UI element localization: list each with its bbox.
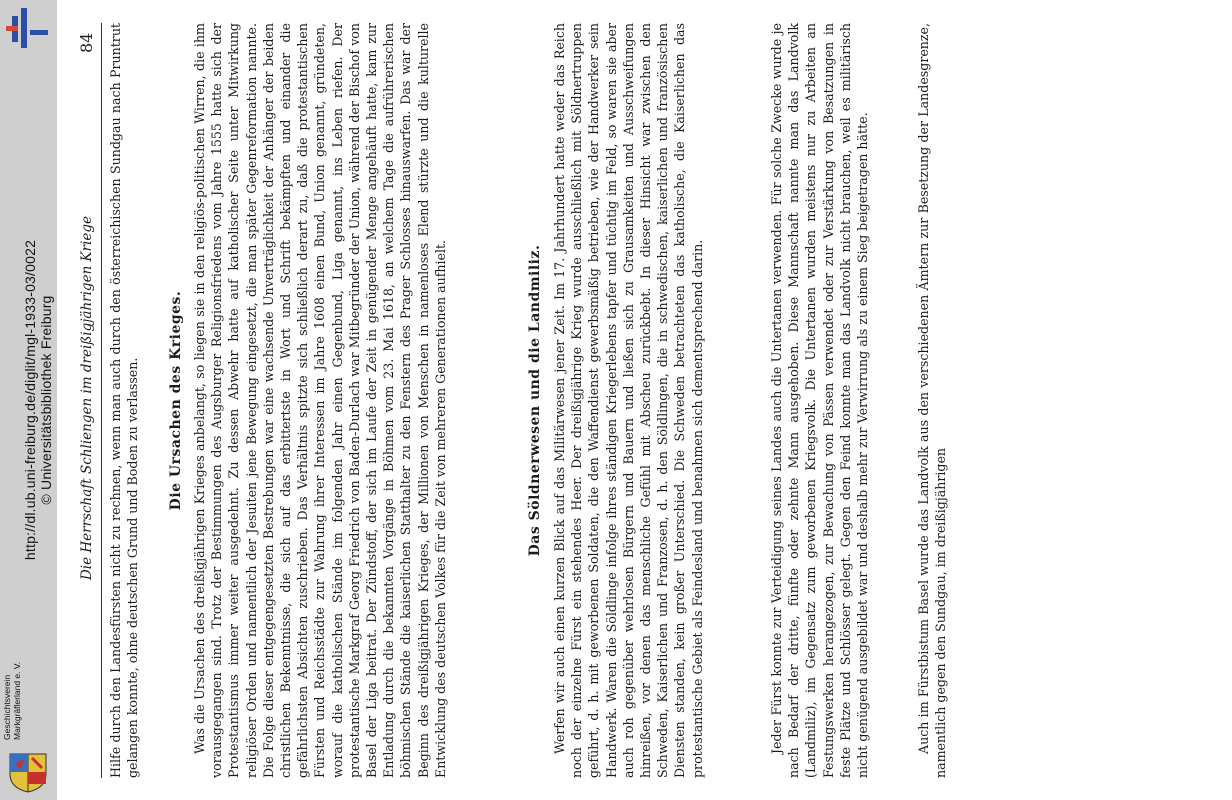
page-number: 84 <box>77 32 96 53</box>
militia-paragraph: Jeder Fürst konnte zur Verteidigung seines Landes auch die Untertanen verwenden. Für solche Zwecke wurde je nach Bedarf der dritte, fünfte oder zehnte Mann ausgehoben. Diese Mannschaft nannte man das Landvolk (Landmiliz), im Gegensatz zum geworbenen Kriegsvolk. Die Untertanen wurden meistens nur zu Arbeiten an Festungswerken herangezogen, zur Bewachung von Pässen verwendet oder zur Verstärkung von Besatzungen in feste Plätze und Schlösser gelegt. Gegen den Feind konnte man das Landvolk nicht brauchen, weil es militärisch nicht genügend ausgebildet war und deshalb mehr zur Verwirrung als zu einem Sieg beigetragen hätte. <box>769 23 871 778</box>
running-title: Die Herrschaft Schliengen im dreißigjährigen Kriege <box>79 215 95 581</box>
sidebar-credits <box>0 0 57 800</box>
causes-paragraph: Was die Ursachen des dreißigjährigen Krieges anbelangt, so liegen sie in den religiös-politischen Wirren, die ihm vorausgegangen sind. Trotz der Bestimmungen des Augsburger Religionsfriedens vom Jahre 1555 hatte sich der Protestantismus immer weiter ausgedehnt. Zu dessen Abwehr hatte auf katholischer Seite unter Mitwirkung religiöser Orden und namentlich der Jesuiten jene Bewegung eingesetzt, die man später Gegenreformation nannte. Die Folge dieser entgegengesetzten Bestrebungen war eine wachsende Unverträglichkeit der Anhänger der beiden christlichen Bekenntnisse, die sich auf das erbittertste in Wort und Schrift bekämpften und einander die gefährlichsten Absichten zuschrieben. Das Verhältnis spitzte sich schließlich derart zu, daß die protestantischen Fürsten und Reichsstädte zur Wahrung ihrer Interessen im Jahre 1608 einen Bund, Union genannt, gründeten, worauf die katholischen Stände im folgenden Jahr einen Gegenbund, Liga genannt, ins Leben riefen. Der protestantische Markgraf Georg Friedrich von Baden-Durlach war Mitbegründer der Union, während der Bischof von Basel der Liga beitrat. Der Zündstoff, der sich im Laufe der Zeit in genügender Menge angehäuft hatte, kam zur Entladung durch die bekannten Vorgänge in Böhmen vom 23. Mai 1618, an welchem Tage die aufrührerischen böhmischen Stände die kaiserlichen Statthalter zu den Fenstern des Prager Schlosses hinauswarfen. Das war der Beginn des dreißigjährigen Krieges, der Millionen von Menschen in namenloses Elend stürzte und die kulturelle Entwicklung des deutschen Volkes für die Zeit von mehreren Generationen aufhielt. <box>192 23 448 778</box>
copyright-text: © Universitätsbibliothek Freiburg <box>38 295 54 505</box>
society-name <box>2 662 22 740</box>
section-heading-mercenaries: Das Söldnerwesen und die Landmiliz. <box>527 244 543 557</box>
basel-paragraph: Auch im Fürstbistum Basel wurde das Landvolk aus den verschiedenen Ämtern zur Besetzung der Landesgrenze, namentlich gegen den Sundgau, im dreißigjährigen <box>916 23 949 778</box>
intro-paragraph: Hilfe durch den Landesfürsten nicht zu rechnen, wenn man auch durch den österreichischen Sundgau nach Pruntrut gelangen konnte, ohne deutschen Grund und Boden zu verlassen. <box>108 23 141 778</box>
section-heading-causes: Die Ursachen des Krieges. <box>168 290 184 511</box>
source-url-link[interactable]: http://dl.ub.uni-freiburg.de/diglit/mgl-1933-03/0022 <box>22 239 38 561</box>
sidebar <box>0 0 57 800</box>
document-page <box>57 0 1232 800</box>
coat-of-arms-icon <box>6 750 50 794</box>
society-line-1: Geschichtsverein <box>2 674 12 740</box>
society-line-2: Markgräflerland e. V. <box>12 661 22 740</box>
page-header <box>75 23 102 778</box>
mercenaries-paragraph: Werfen wir auch einen kurzen Blick auf das Militärwesen jener Zeit. Im 17. Jahrhundert hatte weder das Reich noch der einzelne Fürst ein stehendes Heer. Der dreißigjährige Krieg wurde ausschließlich mit Söldnertruppen geführt, d. h. mit geworbenen Soldaten, die den Waffendienst gewerbsmäßig betrieben, wie der Handwerker sein Handwerk. Waren die Söldlinge infolge ihres ständigen Kriegerlebens tapfer und tüchtig im Feld, so waren sie aber auch roh gegenüber wehrlosen Bürgern und Bauern und ließen sich zu Grausamkeiten und Ausschweifungen hinreißen, vor denen das menschliche Gefühl mit Abscheu zurückbebt. In dieser Hinsicht war zwischen den Schweden, Kaiserlichen und Franzosen, d. h. den Söldlingen, die in schwedischen, kaiserlichen und französischen Diensten standen, kein großer Unterschied. Die Schweden betrachteten das katholische, die Kaiserlichen das protestantische Gebiet als Feindesland und benahmen sich dementsprechend darin. <box>552 23 705 778</box>
